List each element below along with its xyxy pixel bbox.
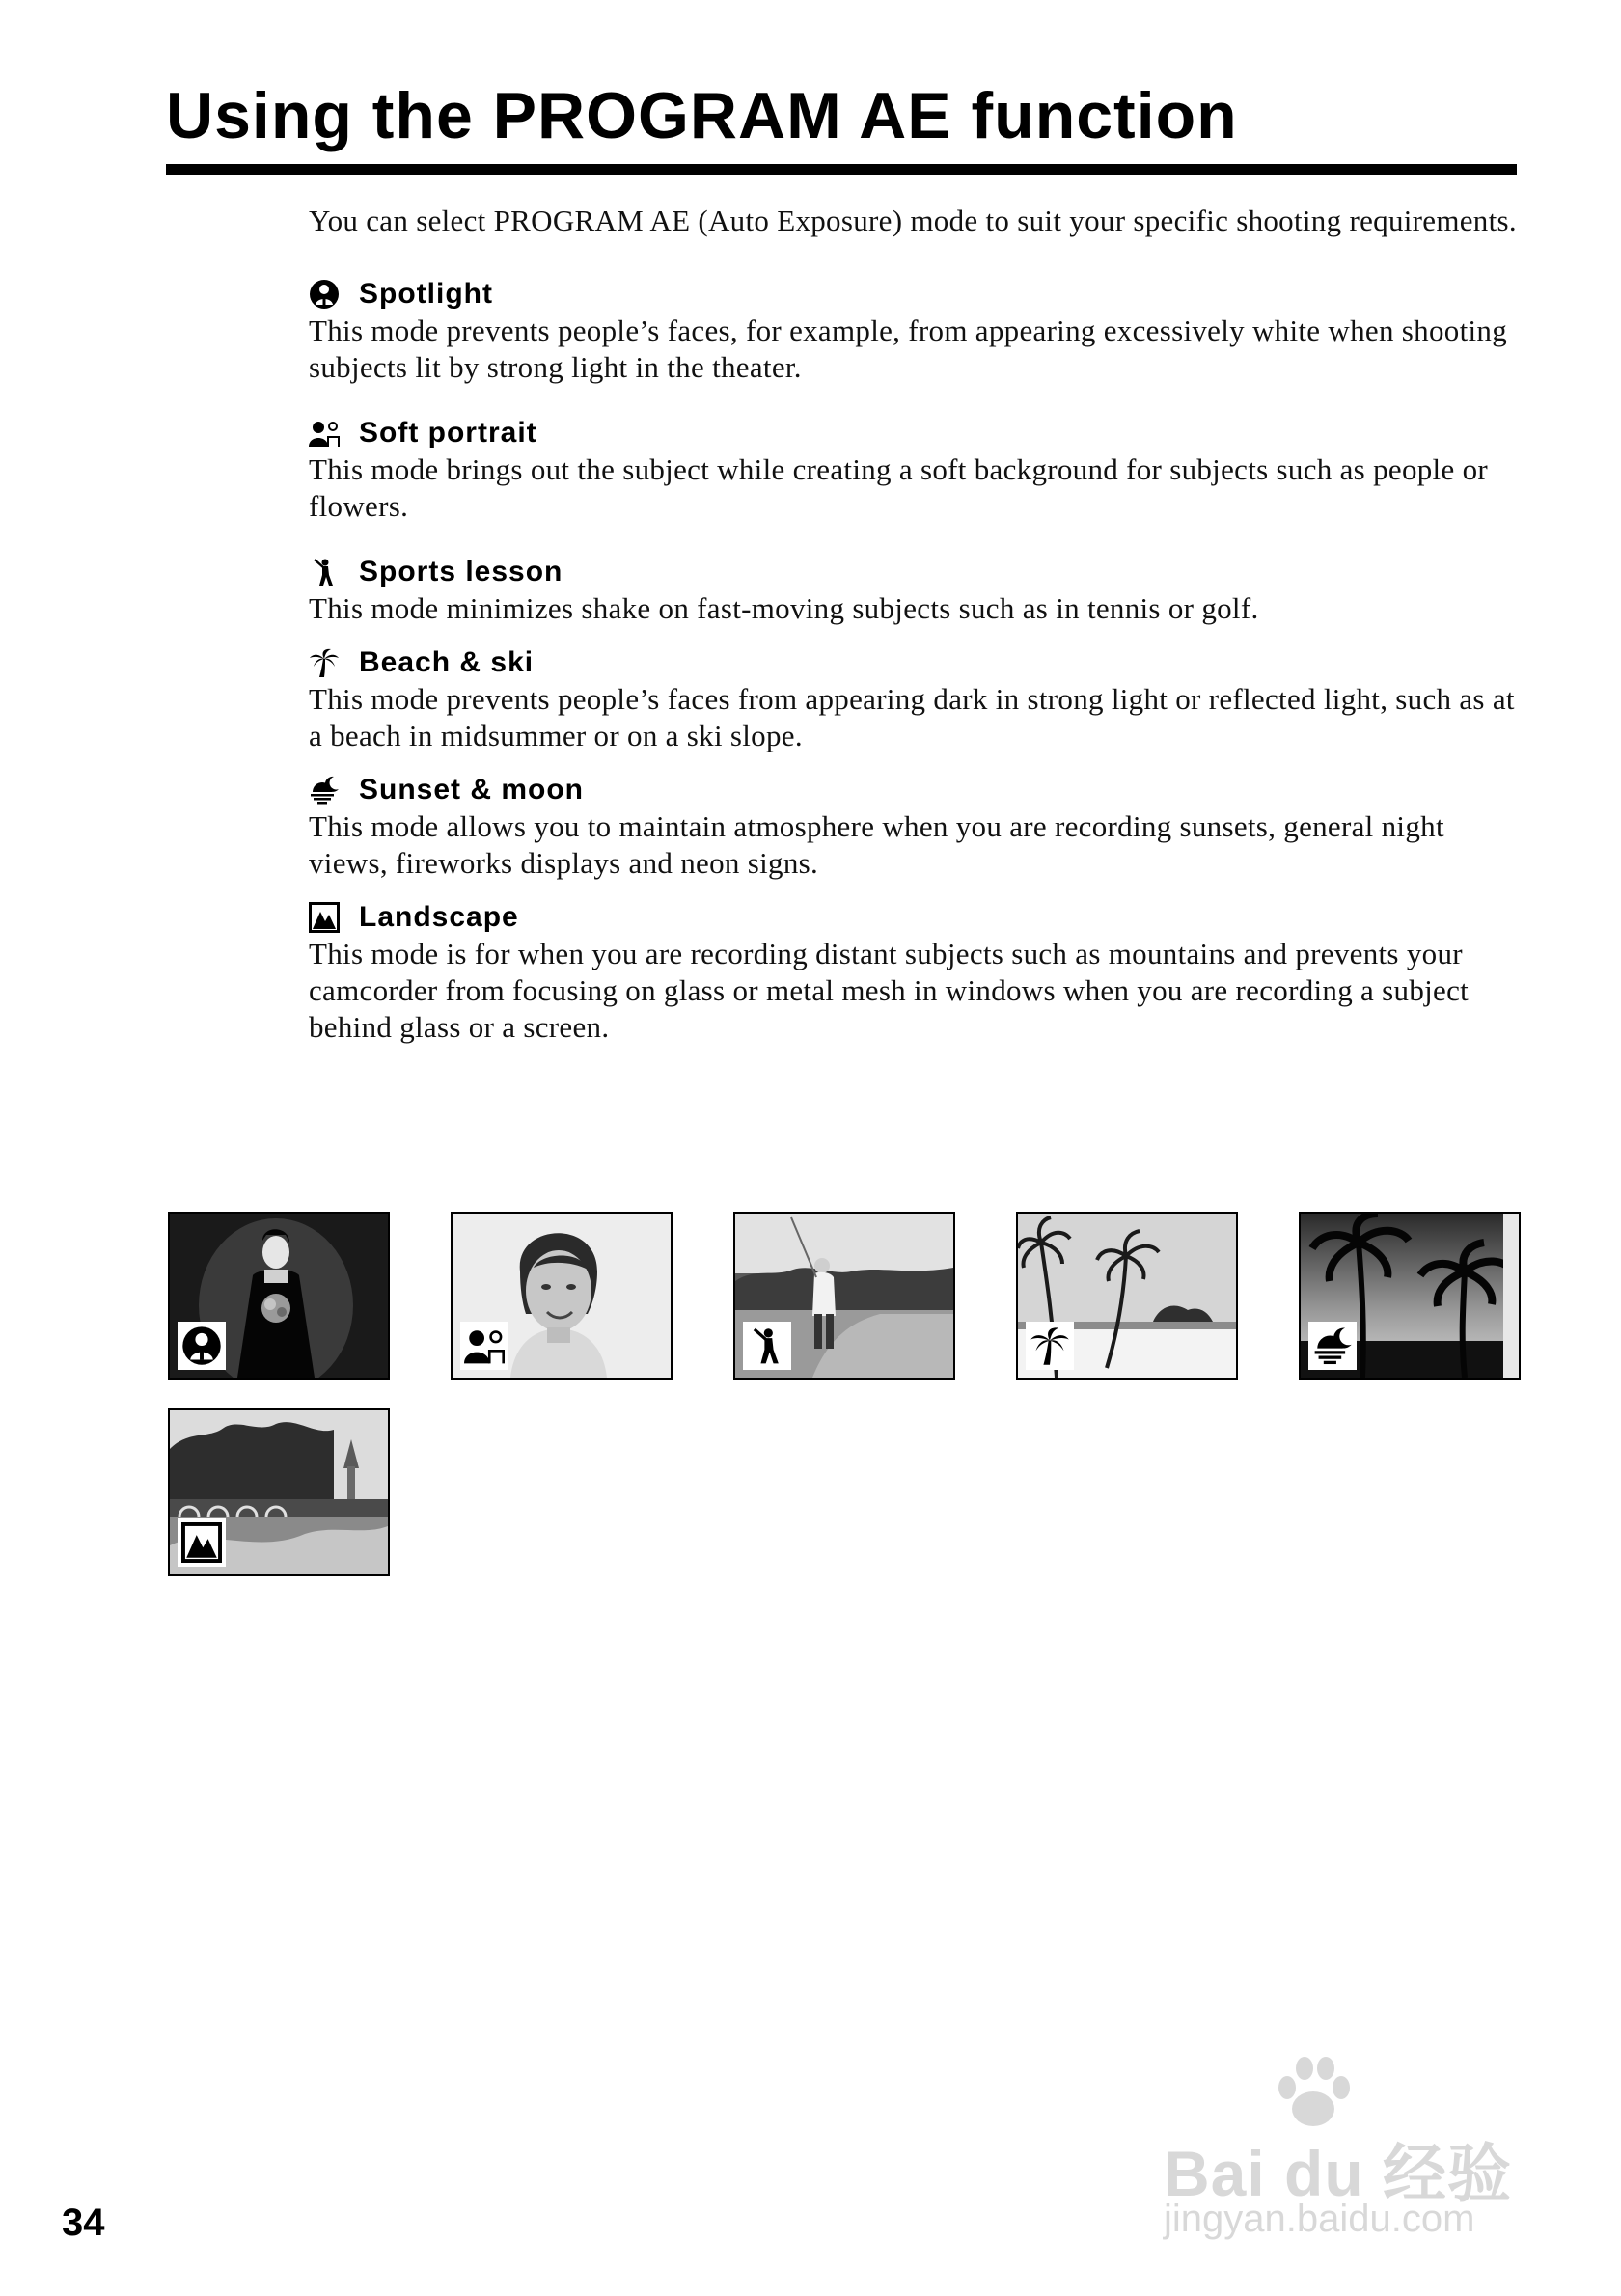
- mode-title: Sports lesson: [359, 556, 563, 588]
- beach-ski-badge: [1026, 1322, 1074, 1370]
- soft-portrait-badge: [460, 1322, 508, 1370]
- mode-description: This mode allows you to maintain atmosphere when you are recording sunsets, general night views, fireworks displays and neon signs.: [309, 809, 1444, 880]
- sunset-moon-icon: [309, 775, 340, 806]
- sports-lesson-icon: [747, 1326, 787, 1366]
- intro-paragraph: You can select PROGRAM AE (Auto Exposure) mode to suit your specific shooting requirements.: [309, 204, 1517, 237]
- photo-landscape: [168, 1408, 390, 1576]
- photo-sports-lesson: [733, 1212, 955, 1380]
- mode-title: Beach & ski: [359, 646, 535, 678]
- landscape-icon: [309, 902, 340, 933]
- page-number: 34: [62, 2201, 105, 2244]
- mode-description: This mode prevents people’s faces, for example, from appearing excessively white when shooting subjects lit by strong light in the theater.: [309, 314, 1507, 384]
- mode-landscape: [309, 899, 1525, 1046]
- landscape-icon: [181, 1522, 222, 1563]
- photo-beach-ski: [1016, 1212, 1238, 1380]
- photo-spotlight: [168, 1212, 390, 1380]
- title-rule: [166, 164, 1517, 175]
- mode-title: Spotlight: [359, 278, 493, 310]
- watermark-url: jingyan.baidu.com: [1164, 2198, 1475, 2240]
- baidu-watermark: [1154, 2055, 1540, 2248]
- mode-description: This mode brings out the subject while creating a soft background for subjects such as people or flowers.: [309, 452, 1488, 523]
- spotlight-icon: [309, 279, 340, 310]
- mode-description: This mode prevents people’s faces from appearing dark in strong light or reflected light, such as at a beach in midsummer or on a ski slope.: [309, 682, 1515, 752]
- landscape-badge: [178, 1518, 226, 1567]
- mode-description: This mode minimizes shake on fast-moving subjects such as in tennis or golf.: [309, 591, 1259, 625]
- watermark-brand: Bai du 经验: [1164, 2138, 1513, 2209]
- mode-spotlight: [309, 276, 1525, 386]
- mode-soft-portrait: [309, 415, 1525, 525]
- soft-portrait-icon: [464, 1326, 505, 1366]
- spotlight-icon: [181, 1326, 222, 1366]
- mode-sunset-moon: [309, 772, 1525, 882]
- mode-title: Soft portrait: [359, 417, 537, 449]
- sunset-moon-icon: [1312, 1326, 1353, 1366]
- sports-lesson-badge: [743, 1322, 791, 1370]
- photo-sunset-moon: [1299, 1212, 1521, 1380]
- beach-ski-icon: [309, 647, 340, 678]
- mode-sports-lesson: [309, 554, 1525, 627]
- mode-description: This mode is for when you are recording distant subjects such as mountains and prevents your camcorder from focusing on glass or metal mesh in windows when you are recording a subject behind glass or a screen.: [309, 937, 1470, 1044]
- paw-icon: [1270, 2055, 1357, 2132]
- mode-title: Landscape: [359, 901, 519, 933]
- spotlight-badge: [178, 1322, 226, 1370]
- mode-title: Sunset & moon: [359, 774, 585, 806]
- sunset-moon-badge: [1308, 1322, 1357, 1370]
- soft-portrait-icon: [309, 418, 340, 449]
- main-content: [309, 203, 1525, 1075]
- beach-ski-icon: [1030, 1326, 1070, 1366]
- page-title: Using the PROGRAM AE function: [166, 79, 1238, 152]
- mode-beach-ski: [309, 644, 1525, 754]
- photo-soft-portrait: [451, 1212, 673, 1380]
- sports-lesson-icon: [309, 557, 340, 588]
